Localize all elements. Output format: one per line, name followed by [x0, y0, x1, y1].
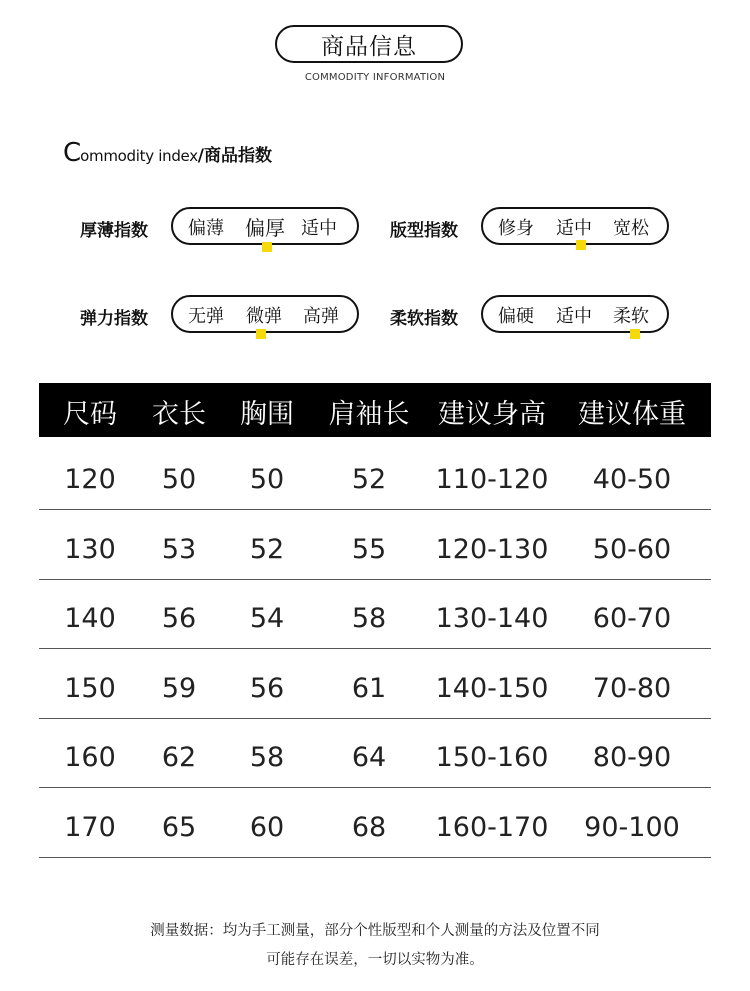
table-cell: 58 — [249, 742, 285, 773]
selection-marker — [630, 329, 640, 339]
table-cell: 52 — [351, 464, 387, 495]
index-option-selected: 微弹 — [246, 306, 282, 327]
heading-en: ommodity index — [80, 147, 198, 165]
table-cell: 50-60 — [592, 533, 672, 565]
selection-marker — [256, 329, 266, 339]
table-cell: 170 — [64, 811, 116, 843]
table-cell: 110-120 — [435, 464, 549, 495]
column-header: 衣长 — [152, 399, 206, 430]
index-label-fit: 版型指数 — [390, 221, 458, 241]
row-divider — [39, 579, 711, 580]
table-cell: 55 — [351, 533, 387, 565]
heading-zh: /商品指数 — [197, 146, 273, 166]
page-title-text: 商品信息 — [321, 33, 417, 60]
column-header: 肩袖长 — [328, 399, 410, 430]
table-cell: 54 — [249, 603, 285, 634]
index-scale-fit — [481, 207, 669, 245]
table-cell: 60 — [249, 811, 285, 843]
table-cell: 130 — [64, 533, 116, 565]
row-divider — [39, 648, 711, 649]
index-scale-elasticity — [171, 295, 359, 333]
table-cell: 150-160 — [435, 742, 549, 773]
table-cell: 140-150 — [435, 672, 549, 704]
page-subtitle: COMMODITY INFORMATION — [304, 72, 446, 83]
table-cell: 56 — [249, 672, 285, 704]
heading-initial: C — [63, 138, 81, 168]
table-cell: 56 — [161, 603, 197, 634]
size-table-header — [39, 383, 711, 437]
column-header: 尺码 — [63, 399, 117, 430]
measurement-note: 测量数据：均为手工测量，部分个性版型和个人测量的方法及位置不同 — [150, 923, 600, 939]
table-cell: 58 — [351, 603, 387, 634]
selection-marker — [262, 242, 272, 252]
index-option: 适中 — [556, 306, 592, 327]
index-option: 宽松 — [613, 218, 649, 239]
table-cell: 80-90 — [592, 742, 672, 773]
measurement-note-cont: 可能存在误差，一切以实物为准。 — [266, 952, 484, 968]
table-cell: 160-170 — [435, 811, 549, 843]
column-header: 建议体重 — [578, 399, 686, 430]
page-title — [275, 25, 463, 63]
index-option: 无弹 — [188, 306, 224, 327]
row-divider — [39, 509, 711, 510]
table-cell: 65 — [161, 811, 197, 843]
table-cell: 68 — [351, 811, 387, 843]
index-scale-softness — [481, 295, 669, 333]
table-cell: 62 — [161, 742, 197, 773]
table-cell: 61 — [351, 672, 387, 704]
index-option-selected: 适中 — [556, 218, 592, 239]
table-cell: 130-140 — [435, 603, 549, 634]
table-cell: 70-80 — [592, 672, 672, 704]
table-cell: 90-100 — [584, 811, 680, 843]
row-divider — [39, 787, 711, 788]
index-section-heading — [63, 138, 272, 168]
index-label-thickness: 厚薄指数 — [80, 221, 148, 241]
index-option: 高弹 — [303, 306, 339, 327]
table-cell: 40-50 — [592, 464, 672, 495]
table-cell: 140 — [64, 603, 116, 634]
table-cell: 120-130 — [435, 533, 549, 565]
row-divider — [39, 857, 711, 858]
index-scale-thickness — [171, 207, 359, 245]
index-option: 修身 — [498, 218, 534, 239]
table-cell: 120 — [64, 464, 116, 495]
index-option-selected: 柔软 — [613, 306, 649, 327]
table-cell: 160 — [64, 742, 116, 773]
table-cell: 64 — [351, 742, 387, 773]
table-cell: 60-70 — [592, 603, 672, 634]
table-cell: 53 — [161, 533, 197, 565]
index-option: 适中 — [301, 218, 337, 239]
index-option-selected: 偏厚 — [245, 216, 285, 240]
row-divider — [39, 718, 711, 719]
index-option: 偏硬 — [498, 306, 534, 327]
table-cell: 52 — [249, 533, 285, 565]
index-option: 偏薄 — [188, 218, 224, 239]
column-header: 建议身高 — [438, 399, 546, 430]
table-cell: 50 — [161, 464, 197, 495]
table-cell: 150 — [64, 672, 116, 704]
table-cell: 59 — [161, 672, 197, 704]
table-cell: 50 — [249, 464, 285, 495]
index-label-elasticity: 弹力指数 — [80, 309, 148, 329]
column-header: 胸围 — [240, 399, 294, 430]
index-label-softness: 柔软指数 — [390, 309, 458, 329]
selection-marker — [576, 240, 586, 250]
